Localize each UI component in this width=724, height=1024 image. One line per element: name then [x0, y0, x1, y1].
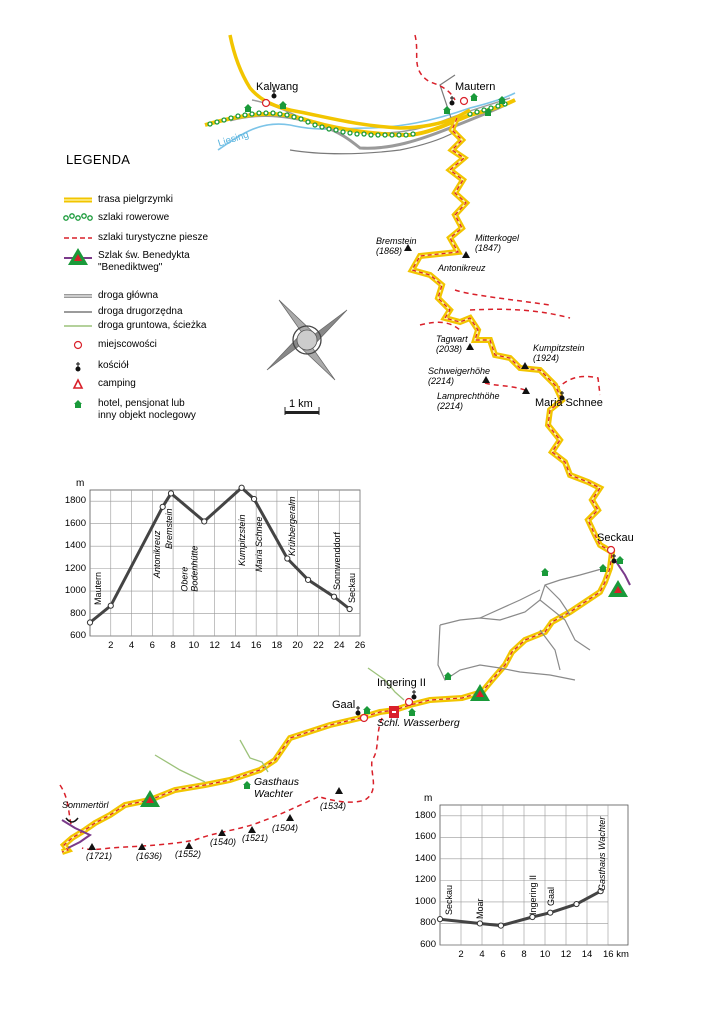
x-tick-label: 8 [521, 949, 527, 960]
x-tick-label: 2 [108, 640, 114, 651]
profile-point [498, 923, 503, 928]
legend-label: kościół [98, 360, 129, 371]
place-antonikreuz: Antonikreuz [438, 263, 486, 273]
x-tick-label: 14 [230, 640, 241, 651]
profile-point [305, 577, 310, 582]
profile2-place-ingering: Ingering II [528, 874, 538, 915]
legend-label: szlaki turystyczne piesze [98, 232, 209, 243]
profile-point [285, 556, 290, 561]
x-tick-label: 24 [333, 640, 345, 651]
place-gaal: Gaal [332, 699, 356, 711]
legend-label: Szlak św. Benedykta "Benediktweg" [98, 250, 190, 273]
compass-rose-icon [267, 300, 347, 380]
place-sommertorl: Sommertörl [62, 800, 109, 810]
peak-schweigerhohe: Schweigerhöhe (2214) [428, 366, 491, 387]
place-wasserberg: Schl. Wasserberg [377, 717, 460, 729]
profile-point [331, 594, 336, 599]
profile1-place-kumpitzstein: Kumpitzstein [237, 514, 247, 566]
peak-tagwart: Tagwart (2038) [436, 334, 468, 355]
place-mautern: Mautern [455, 81, 496, 93]
profile-point [251, 496, 256, 501]
legend-label: miejscowości [98, 339, 157, 350]
x-tick-label: 22 [313, 640, 324, 651]
dirt-tracks [155, 668, 404, 782]
profile1-place-seckau: Seckau [347, 572, 357, 603]
profile2-place-gasthaus-wachter: Gasthaus Wachter [597, 816, 607, 891]
peak-lamprechthohe: Lamprechthöhe (2214) [437, 391, 500, 412]
x-tick-label: 26 [354, 640, 366, 651]
x-tick-label: 16 [250, 640, 262, 651]
peak-1721: (1721) [86, 851, 113, 861]
peak-1504: (1504) [272, 823, 299, 833]
x-tick-label: 18 [271, 640, 283, 651]
y-tick-label: 600 [70, 630, 86, 641]
profile-point [347, 606, 352, 611]
profile2-unit: m [424, 793, 433, 804]
profile-point [437, 917, 442, 922]
x-tick-label: 6 [500, 949, 506, 960]
profile1-place-maria-schnee: Maria Schnee [254, 516, 264, 572]
peak-1636: (1636) [136, 851, 163, 861]
y-tick-label: 800 [70, 607, 86, 619]
x-tick-label: 6 [149, 640, 155, 651]
profile2-place-gaal: Gaal [546, 886, 556, 906]
x-tick-label: 12 [209, 640, 220, 651]
profile-point [574, 901, 579, 906]
peak-1552: (1552) [175, 849, 202, 859]
legend-label: szlaki rowerowe [98, 212, 170, 223]
legend-title: LEGENDA [66, 152, 131, 167]
profile1-place-bremstein: Bremstein [164, 508, 174, 549]
profile-point [548, 910, 553, 915]
x-tick-label: 10 [188, 640, 200, 651]
y-tick-label: 1200 [414, 874, 436, 886]
peak-mitterkogel: Mitterkogel (1847) [475, 233, 520, 254]
y-tick-label: 600 [420, 939, 436, 950]
profile-point [477, 921, 482, 926]
y-tick-label: 1200 [64, 562, 86, 574]
river-liesing: Liesing [216, 129, 251, 150]
profile2-place-moar: Moar [475, 898, 485, 919]
legend-label: trasa pielgrzymki [98, 194, 174, 205]
profile1-frame [87, 485, 360, 636]
y-tick-label: 1800 [414, 809, 436, 821]
pass-icon [66, 818, 78, 822]
peak-1521: (1521) [242, 833, 269, 843]
x-tick-label: 2 [458, 949, 464, 960]
profile-point [168, 491, 173, 496]
y-tick-label: 1400 [64, 540, 86, 552]
hotel-icons [243, 93, 624, 789]
profile1-place-mautern: Mautern [93, 571, 103, 605]
profile-point [202, 519, 207, 524]
legend-label: droga główna [98, 290, 159, 301]
legend-label: droga gruntowa, ścieżka [98, 320, 207, 331]
profile1-place-obere-bodenhutte: Obere Bodenhütte [179, 545, 200, 592]
place-ingering: Ingering II [377, 677, 426, 689]
legend-label: hotel, pensjonat lub inny objekt noclegowy [98, 398, 196, 421]
profile-point [108, 603, 113, 608]
x-tick-label: 10 [539, 949, 551, 960]
y-tick-label: 1600 [414, 831, 436, 843]
legend-symbols [64, 200, 92, 408]
x-tick-label: 20 [292, 640, 303, 651]
peak-bremstein: Bremstein (1868) [376, 236, 417, 257]
y-tick-label: 1800 [64, 495, 86, 507]
x-tick-label: 12 [560, 949, 572, 960]
pilgrim-route-main [62, 118, 612, 852]
peak-1540: (1540) [210, 837, 237, 847]
y-tick-label: 1000 [64, 585, 86, 597]
profile1-place-sonnwenddorf: Sonnwenddorf [332, 531, 342, 590]
place-kalwang: Kalwang [256, 81, 299, 93]
profile-point [87, 620, 92, 625]
y-tick-label: 1000 [414, 895, 436, 907]
profile1-unit: m [76, 478, 85, 489]
scale-label: 1 km [289, 398, 313, 410]
x-tick-label: 4 [128, 640, 135, 651]
x-tick-label: 8 [170, 640, 176, 651]
y-tick-label: 800 [420, 917, 436, 929]
peak-1534: (1534) [320, 801, 347, 811]
legend-label: droga drugorzędna [98, 306, 183, 317]
place-gasthaus-wachter: Gasthaus Wachter [254, 776, 299, 801]
y-tick-label: 1400 [414, 852, 436, 864]
valley-roads [438, 568, 605, 680]
x-tick-label: 14 [581, 949, 593, 960]
profile2-place-seckau: Seckau [444, 884, 454, 915]
profile1-place-antonikreuz: Antonikreuz [152, 530, 162, 578]
x-tick-label: 16 km [603, 949, 629, 960]
profile1-place-kruhbergeralm: Krühbergeralm [287, 496, 297, 556]
y-tick-label: 1600 [64, 517, 86, 529]
place-seckau: Seckau [597, 532, 634, 544]
legend-label: camping [98, 378, 136, 389]
peak-kumpitzstein: Kumpitzstein (1924) [533, 343, 585, 364]
x-tick-label: 4 [479, 949, 485, 960]
place-maria-schnee: Maria Schnee [535, 397, 603, 409]
profile-point [239, 485, 244, 490]
profile-point [530, 914, 535, 919]
